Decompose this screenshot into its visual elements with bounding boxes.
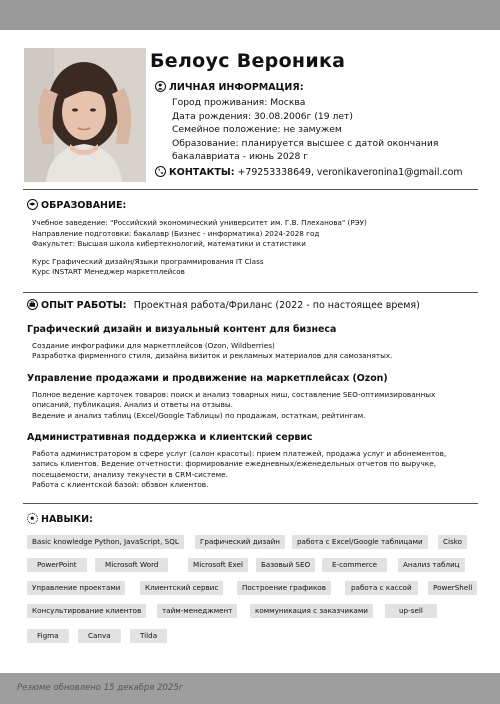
full-name: Белоус Вероника — [150, 50, 346, 72]
personal-marital-status: Семейное положение: не замужем — [172, 124, 342, 136]
gear-icon — [27, 513, 38, 524]
skill-chip: Консультирование клиентов — [27, 604, 146, 618]
skill-chip: Графический дизайн — [195, 535, 285, 549]
experience-body-1 — [32, 341, 393, 362]
experience-line: Разработка фирменного стиля, дизайна визиток и рекламных материалов для самозанятых. — [32, 351, 393, 361]
experience-heading — [27, 299, 420, 311]
education-details — [32, 218, 367, 278]
education-faculty: Факультет: Высшая школа кибертехнологий, математики и статистики — [32, 239, 306, 248]
experience-line: запись клиентов. Ведение отчетности: формирование ежедневных/еженедельных отчетов по выручке, — [32, 459, 437, 469]
divider — [23, 292, 478, 293]
personal-birthdate: Дата рождения: 30.08.2006г (19 лет) — [172, 110, 353, 122]
skill-chip: up-sell — [385, 604, 437, 618]
profile-photo — [24, 48, 146, 182]
skill-chip: Построение графиков — [237, 581, 331, 595]
skill-chip: работа с Excel/Google таблицами — [292, 535, 428, 549]
personal-city: Город проживания: Москва — [172, 97, 306, 108]
contacts-heading: КОНТАКТЫ: — [169, 167, 235, 178]
skill-chip: E-commerce — [322, 558, 387, 572]
experience-line: Полное ведение карточек товаров: поиск и анализ товарных ниш, составление SEO-оптимизированных — [32, 390, 436, 399]
education-heading — [27, 199, 126, 211]
skill-chip: Анализ таблиц — [398, 558, 465, 572]
skill-chip: Управление проектами — [27, 581, 125, 595]
personal-info-lines — [172, 96, 438, 164]
divider — [23, 503, 478, 504]
skill-chip: Базовый SEO — [256, 558, 315, 572]
education-course-1: Курс Графический дизайн/Языки программирования IT Class — [32, 256, 264, 266]
experience-line: Создание инфографики для маркетплейсов (Ozon, Wildberries) — [32, 341, 275, 350]
skill-chip: Basic knowledge Python, JavaScript, SQL — [27, 535, 184, 549]
skill-chip: Клиентский сервис — [140, 581, 223, 595]
education-spacer — [32, 250, 367, 257]
user-icon — [155, 81, 166, 92]
skill-chip: Canva — [78, 629, 121, 643]
experience-body-3 — [32, 449, 446, 491]
personal-education-cont: бакалавриата - июнь 2028 г — [172, 151, 309, 163]
footer-updated-text: Резюме обновлено 15 декабря 2025г — [17, 683, 184, 693]
skill-chip: Microsoft Exel — [188, 558, 248, 572]
briefcase-icon — [27, 299, 38, 310]
education-course-2: Курс INSTART Менеджер маркетплейсов — [32, 267, 185, 276]
experience-subheading: Проектная работа/Фриланс (2022 - по настоящее время) — [133, 300, 420, 311]
skill-chip: коммуникация с заказчиками — [250, 604, 373, 618]
top-bar — [0, 0, 500, 30]
skills-heading — [27, 513, 93, 525]
education-heading-text: ОБРАЗОВАНИЕ: — [41, 200, 127, 211]
education-university: Учебное заведение: "Российский экономический университет им. Г.В. Плеханова" (РЭУ) — [32, 218, 367, 227]
experience-line: Ведение и анализ таблиц (Excel/Google Таблицы) по продажам, остаткам, рейтингам. — [32, 410, 366, 420]
graduation-cap-icon — [27, 199, 38, 210]
divider — [23, 189, 478, 190]
phone-icon — [155, 166, 166, 177]
skill-chip: Figma — [27, 629, 69, 643]
experience-title-3: Административная поддержка и клиентский сервис — [27, 432, 313, 443]
skill-chip: PowerShell — [428, 581, 477, 595]
experience-line: Работа администратором в сфере услуг (салон красоты): прием платежей, продажа услуг и абонементов, — [32, 449, 447, 458]
contacts-value: +79253338649, veronikaveronina1@gmail.com — [237, 167, 463, 178]
education-program: Направление подготовки: бакалавр (Бизнес - информатика) 2024-2028 год — [32, 228, 320, 238]
skill-chip: работа с кассой — [345, 581, 418, 595]
experience-line: Работа с клиентской базой: обзвон клиентов. — [32, 480, 209, 490]
experience-title-1: Графический дизайн и визуальный контент для бизнеса — [27, 324, 337, 335]
skills-heading-text: НАВЫКИ: — [41, 514, 93, 525]
personal-education: Образование: планируется высшее с датой окончания — [172, 137, 439, 149]
skill-chip: Tilda — [130, 629, 167, 643]
contacts-line — [155, 166, 463, 178]
experience-line: описаний, публикация. Анализ и ответы на отзывы. — [32, 400, 234, 410]
skill-chip: Microsoft Word — [95, 558, 168, 572]
skill-chip: Cisko — [438, 535, 467, 549]
skill-chip: PowerPoint — [27, 558, 87, 572]
personal-info-heading — [155, 81, 304, 93]
experience-heading-text: ОПЫТ РАБОТЫ: — [41, 300, 127, 311]
personal-info-heading-text: ЛИЧНАЯ ИНФОРМАЦИЯ: — [169, 82, 304, 93]
experience-body-2 — [32, 390, 435, 421]
experience-title-2: Управление продажами и продвижение на маркетплейсах (Ozon) — [27, 373, 388, 384]
experience-line: посещаемости, анализу текучести в CRM-системе. — [32, 469, 228, 479]
skill-chip: тайм-менеджмент — [157, 604, 237, 618]
